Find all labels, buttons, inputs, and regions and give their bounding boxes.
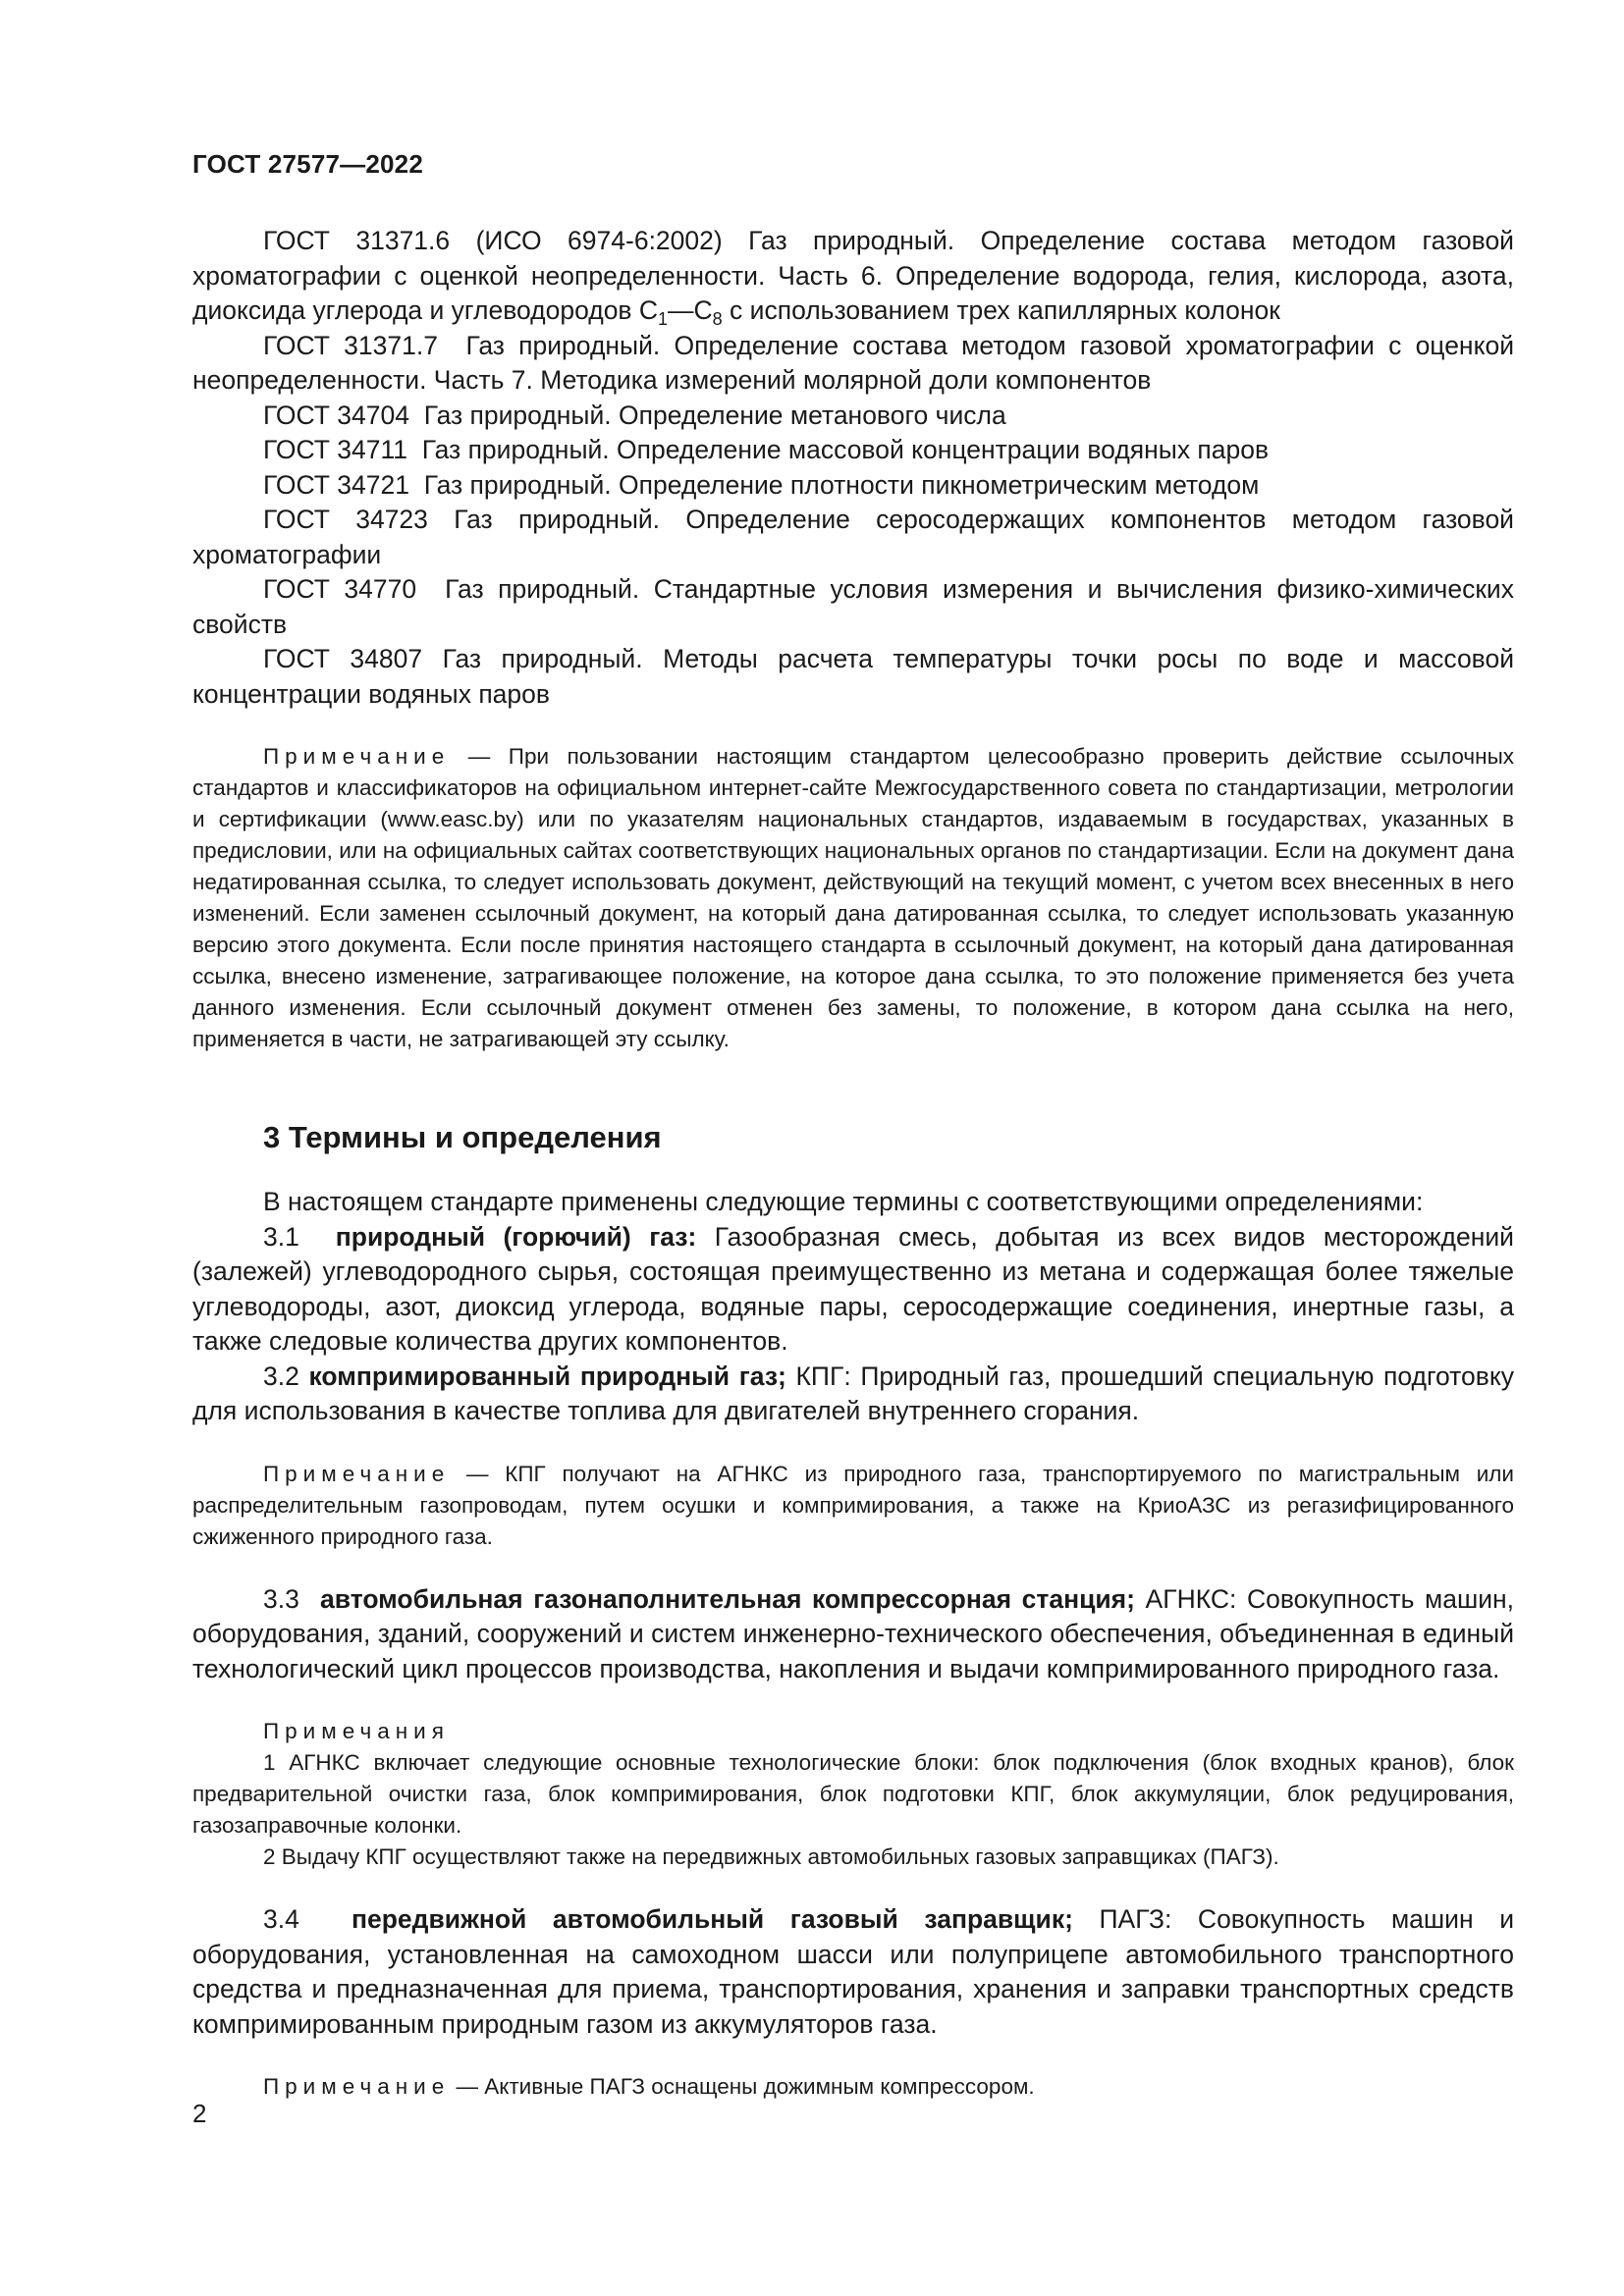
- reference-code: ГОСТ 34770: [263, 574, 417, 604]
- term-definition: ПАГЗ: Совокупность машин и оборудования, установленная на самоходном шасси или полуприцепе автомобильного транспортного средства и предназначенная для приема, транспортирования, хранения и заправки транспортных средств компримированным природным газом из аккумуляторов газа.: [192, 1904, 1514, 2039]
- reference-text: Газ природный. Методы расчета температуры точки росы по воде и массовой концентрации водяных паров: [192, 644, 1514, 709]
- note-label: Примечание: [263, 2074, 451, 2099]
- page-content: [192, 224, 1514, 2103]
- reference-text: Газ природный. Определение серосодержащих компонентов методом газовой хроматографии: [192, 505, 1514, 569]
- section-title: 3 Термины и определения: [263, 1120, 662, 1154]
- reference-code: ГОСТ 34721: [263, 469, 409, 500]
- term-name: природный (горючий) газ:: [335, 1221, 697, 1252]
- page-number: 2: [192, 2099, 207, 2128]
- reference-text: Газ природный. Стандартные условия измерения и вычисления физико-химических свойств: [192, 574, 1514, 639]
- subscript: 1: [658, 309, 669, 329]
- reference-code: ГОСТ 34711: [263, 435, 408, 464]
- reference-text: Газ природный. Определение массовой концентрации водяных паров: [421, 435, 1270, 464]
- note-item: 1 АГНКС включает следующие основные технологические блоки: блок подключения (блок входных кранов), блок предварительной очистки газа, блок компримирования, блок подготовки КПГ, блок аккумуляции, блок редуцирования, газозаправочные колонки.: [192, 1750, 1514, 1838]
- reference-entry: [192, 399, 1514, 434]
- references-note: [192, 741, 1514, 1055]
- reference-entry: [192, 468, 1514, 504]
- term-name: компримированный природный газ;: [308, 1361, 786, 1391]
- term-name: автомобильная газонаполнительная компрессорная станция;: [320, 1583, 1135, 1614]
- note-text: — При пользовании настоящим стандартом целесообразно проверить действие ссылочных стандартов и классификаторов на официальном интернет-сайте Межгосударственного совета по стандартизации, метрологии и сертификации (www.easc.by) или по указателям национальных стандартов, издаваемым в государствах, указанных в предисловии, или на официальных сайтах соответствующих национальных органов по стандартизации. Если на документ дана недатированная ссылка, то следует использовать документ, действующий на текущий момент, с учетом всех внесенных в него изменений. Если заменен ссылочный документ, на который дана датированная ссылка, то следует использовать указанную версию этого документа. Если после принятия настоящего стандарта в ссылочный документ, на который дана датированная ссылка, внесено изменение, затрагивающее положение, на которое дана ссылка, то это положение применяется без учета данного изменения. Если ссылочный документ отменен без замены, то положение, в котором дана ссылка на него, применяется в части, не затрагивающей эту ссылку.: [192, 744, 1514, 1051]
- note-label: Примечание: [263, 1461, 451, 1486]
- note-item: 2 Выдачу КПГ осуществляют также на передвижных автомобильных газовых заправщиках (ПАГЗ).: [263, 1844, 1279, 1869]
- note-text: — Активные ПАГЗ оснащены дожимным компрессором.: [456, 2074, 1035, 2099]
- reference-entry: [192, 503, 1514, 572]
- reference-entry: [192, 572, 1514, 642]
- reference-code: ГОСТ 34704: [263, 400, 409, 430]
- term-number: 3.1: [263, 1221, 299, 1252]
- reference-code: ГОСТ 31371.7: [263, 330, 438, 360]
- term-definition: КПГ: Природный газ, прошедший специальную подготовку для использования в качестве топлива для двигателей внутреннего сгорания.: [192, 1361, 1514, 1425]
- document-header: ГОСТ 27577—2022: [192, 149, 423, 179]
- term-note: [192, 2071, 1514, 2103]
- note-label: Примечание: [263, 744, 451, 769]
- term-entry: [192, 1220, 1514, 1360]
- term-entry: [192, 1582, 1514, 1687]
- note-text: — КПГ получают на АГНКС из природного газа, транспортируемого по магистральным или распределительным газопроводам, путем осушки и компримирования, а также на КриоАЗС из регазифицированного сжиженного природного газа.: [192, 1461, 1514, 1549]
- term-number: 3.4: [263, 1904, 299, 1934]
- section-intro: В настоящем стандарте применены следующие термины с соответствующими определениями:: [263, 1187, 1424, 1216]
- reference-code: ГОСТ 31371.6 (ИСО 6974-6:2002): [263, 226, 723, 255]
- term-entry: [192, 1360, 1514, 1429]
- term-definition: АГНКС: Совокупность машин, оборудования, зданий, сооружений и систем инженерно-технического обеспечения, объединенная в единый технологический цикл процессов производства, накопления и выдачи компримированного природного газа.: [192, 1583, 1515, 1683]
- reference-entry: [192, 224, 1514, 329]
- reference-entry: [192, 329, 1514, 399]
- term-number: 3.3: [263, 1583, 299, 1614]
- subscript: 8: [712, 309, 723, 329]
- term-note: [192, 1459, 1514, 1553]
- reference-text: —С: [668, 295, 713, 325]
- term-definition: Газообразная смесь, добытая из всех видов месторождений (залежей) углеводородного сырья, состоящая преимущественно из метана и содержащая более тяжелые углеводороды, азот, диоксид углерода, водяные пары, серосодержащие соединения, инертные газы, а также следовые количества других компонентов.: [192, 1221, 1514, 1356]
- notes-label: Примечания: [263, 1719, 450, 1743]
- term-name: передвижной автомобильный газовый заправщик;: [352, 1904, 1073, 1934]
- reference-text: Газ природный. Определение плотности пикнометрическим методом: [423, 469, 1260, 500]
- reference-code: ГОСТ 34807: [263, 644, 423, 673]
- reference-code: ГОСТ 34723: [263, 505, 428, 534]
- term-entry: [192, 1902, 1514, 2042]
- reference-entry: [192, 642, 1514, 712]
- reference-entry: [192, 433, 1514, 468]
- reference-text: Газ природный. Определение состава методом газовой хроматографии с оценкой неопределенности. Часть 7. Методика измерений молярной доли компонентов: [192, 330, 1514, 395]
- reference-text: Газ природный. Определение метанового числа: [423, 400, 1006, 430]
- term-number: 3.2: [263, 1361, 299, 1391]
- reference-text: Газ природный. Определение состава методом газовой хроматографии с оценкой неопределенности. Часть 6. Определение водорода, гелия, кислорода, азота, диоксида углерода и углеводородов С: [192, 226, 1514, 325]
- reference-text: с использованием трех капиллярных колонок: [722, 295, 1280, 325]
